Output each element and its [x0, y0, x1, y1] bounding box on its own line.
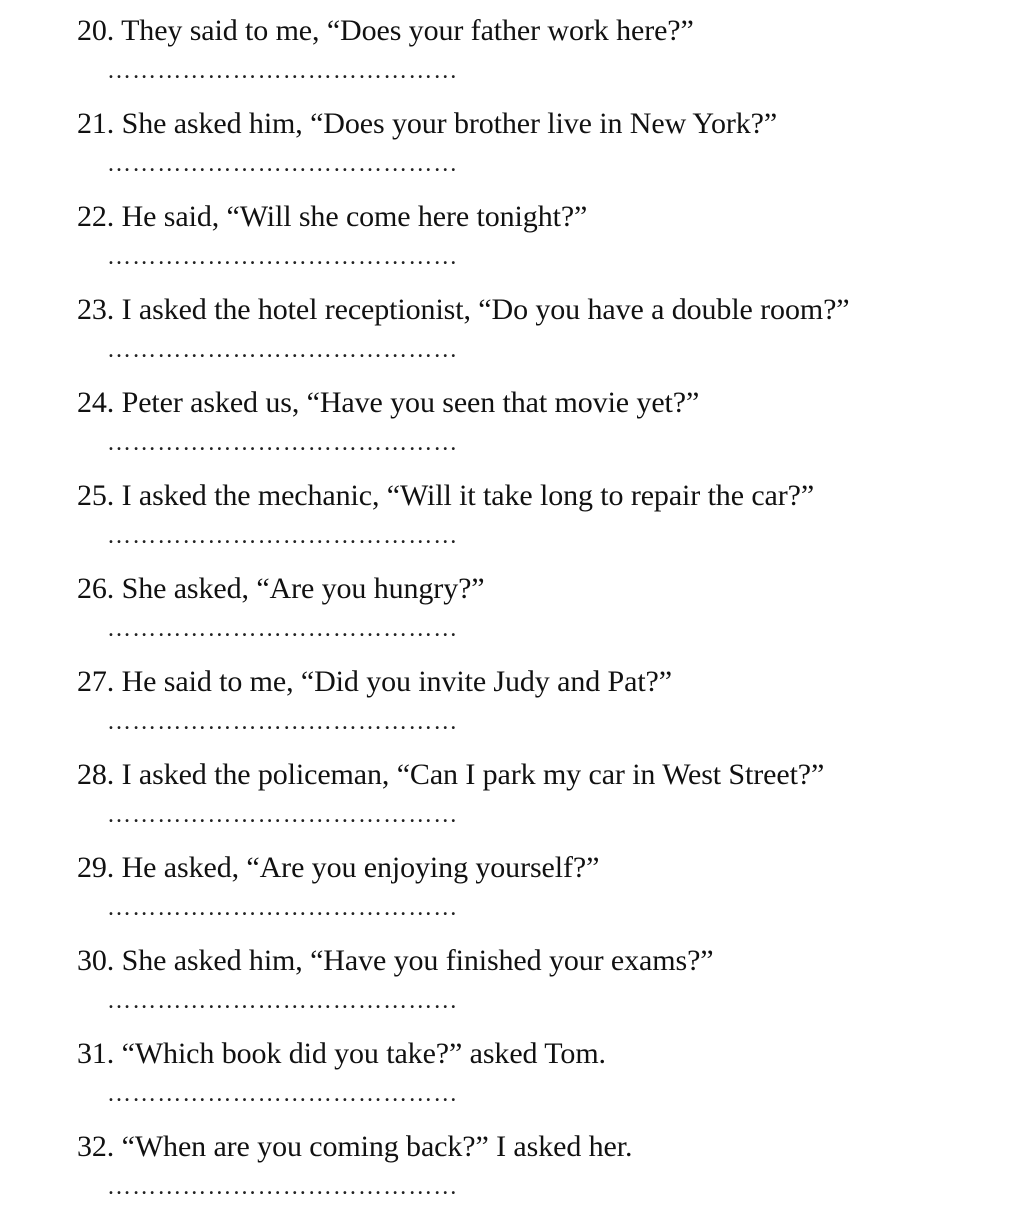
answer-blank[interactable]: …………………………………… — [107, 244, 459, 270]
answer-blank[interactable]: …………………………………… — [107, 1174, 459, 1200]
question-text — [77, 477, 814, 515]
exercise-item-24 — [0, 372, 1024, 465]
question-text — [77, 1128, 632, 1166]
answer-blank[interactable]: …………………………………… — [107, 895, 459, 921]
question-text — [77, 942, 714, 980]
question-text — [77, 384, 699, 422]
answer-blank[interactable]: …………………………………… — [107, 337, 459, 363]
question-sentence: They said to me, “Does your father work here?” — [121, 14, 694, 47]
question-number: 22. — [77, 200, 115, 233]
exercise-item-23 — [0, 279, 1024, 372]
question-sentence: She asked him, “Does your brother live in New York?” — [121, 107, 778, 140]
question-sentence: “When are you coming back?” I asked her. — [121, 1130, 633, 1163]
answer-blank[interactable]: …………………………………… — [107, 58, 459, 84]
question-sentence: She asked, “Are you hungry?” — [121, 572, 485, 605]
question-text — [77, 849, 599, 887]
answer-blank[interactable]: …………………………………… — [107, 151, 459, 177]
exercise-item-30 — [0, 930, 1024, 1023]
question-number: 26. — [77, 572, 115, 605]
question-number: 29. — [77, 851, 115, 884]
question-number: 28. — [77, 758, 115, 791]
question-sentence: He said, “Will she come here tonight?” — [121, 200, 588, 233]
question-number: 25. — [77, 479, 115, 512]
question-sentence: He said to me, “Did you invite Judy and Pat?” — [121, 665, 672, 698]
question-text — [77, 570, 485, 608]
question-number: 20. — [77, 14, 115, 47]
question-number: 27. — [77, 665, 115, 698]
question-text — [77, 198, 587, 236]
question-sentence: “Which book did you take?” asked Tom. — [121, 1037, 606, 1070]
question-text — [77, 1035, 606, 1073]
answer-blank[interactable]: …………………………………… — [107, 709, 459, 735]
exercise-item-29 — [0, 837, 1024, 930]
question-text — [77, 12, 694, 50]
exercise-item-27 — [0, 651, 1024, 744]
exercise-item-22 — [0, 186, 1024, 279]
exercise-item-28 — [0, 744, 1024, 837]
question-text — [77, 291, 850, 329]
question-sentence: He asked, “Are you enjoying yourself?” — [121, 851, 600, 884]
question-text — [77, 663, 672, 701]
question-number: 21. — [77, 107, 115, 140]
exercise-item-26 — [0, 558, 1024, 651]
question-sentence: She asked him, “Have you finished your exams?” — [121, 944, 714, 977]
question-number: 32. — [77, 1130, 115, 1163]
exercise-item-31 — [0, 1023, 1024, 1116]
question-number: 30. — [77, 944, 115, 977]
answer-blank[interactable]: …………………………………… — [107, 988, 459, 1014]
question-sentence: I asked the mechanic, “Will it take long to repair the car?” — [121, 479, 815, 512]
question-sentence: I asked the policeman, “Can I park my car in West Street?” — [121, 758, 825, 791]
exercise-item-25 — [0, 465, 1024, 558]
exercise-item-20 — [0, 0, 1024, 93]
question-number: 23. — [77, 293, 115, 326]
question-number: 31. — [77, 1037, 115, 1070]
question-text — [77, 105, 777, 143]
question-number: 24. — [77, 386, 115, 419]
answer-blank[interactable]: …………………………………… — [107, 430, 459, 456]
question-text — [77, 756, 824, 794]
answer-blank[interactable]: …………………………………… — [107, 1081, 459, 1107]
question-sentence: I asked the hotel receptionist, “Do you have a double room?” — [121, 293, 850, 326]
exercise-item-21 — [0, 93, 1024, 186]
answer-blank[interactable]: …………………………………… — [107, 616, 459, 642]
answer-blank[interactable]: …………………………………… — [107, 802, 459, 828]
question-sentence: Peter asked us, “Have you seen that movie yet?” — [121, 386, 700, 419]
exercise-item-32 — [0, 1116, 1024, 1209]
answer-blank[interactable]: …………………………………… — [107, 523, 459, 549]
